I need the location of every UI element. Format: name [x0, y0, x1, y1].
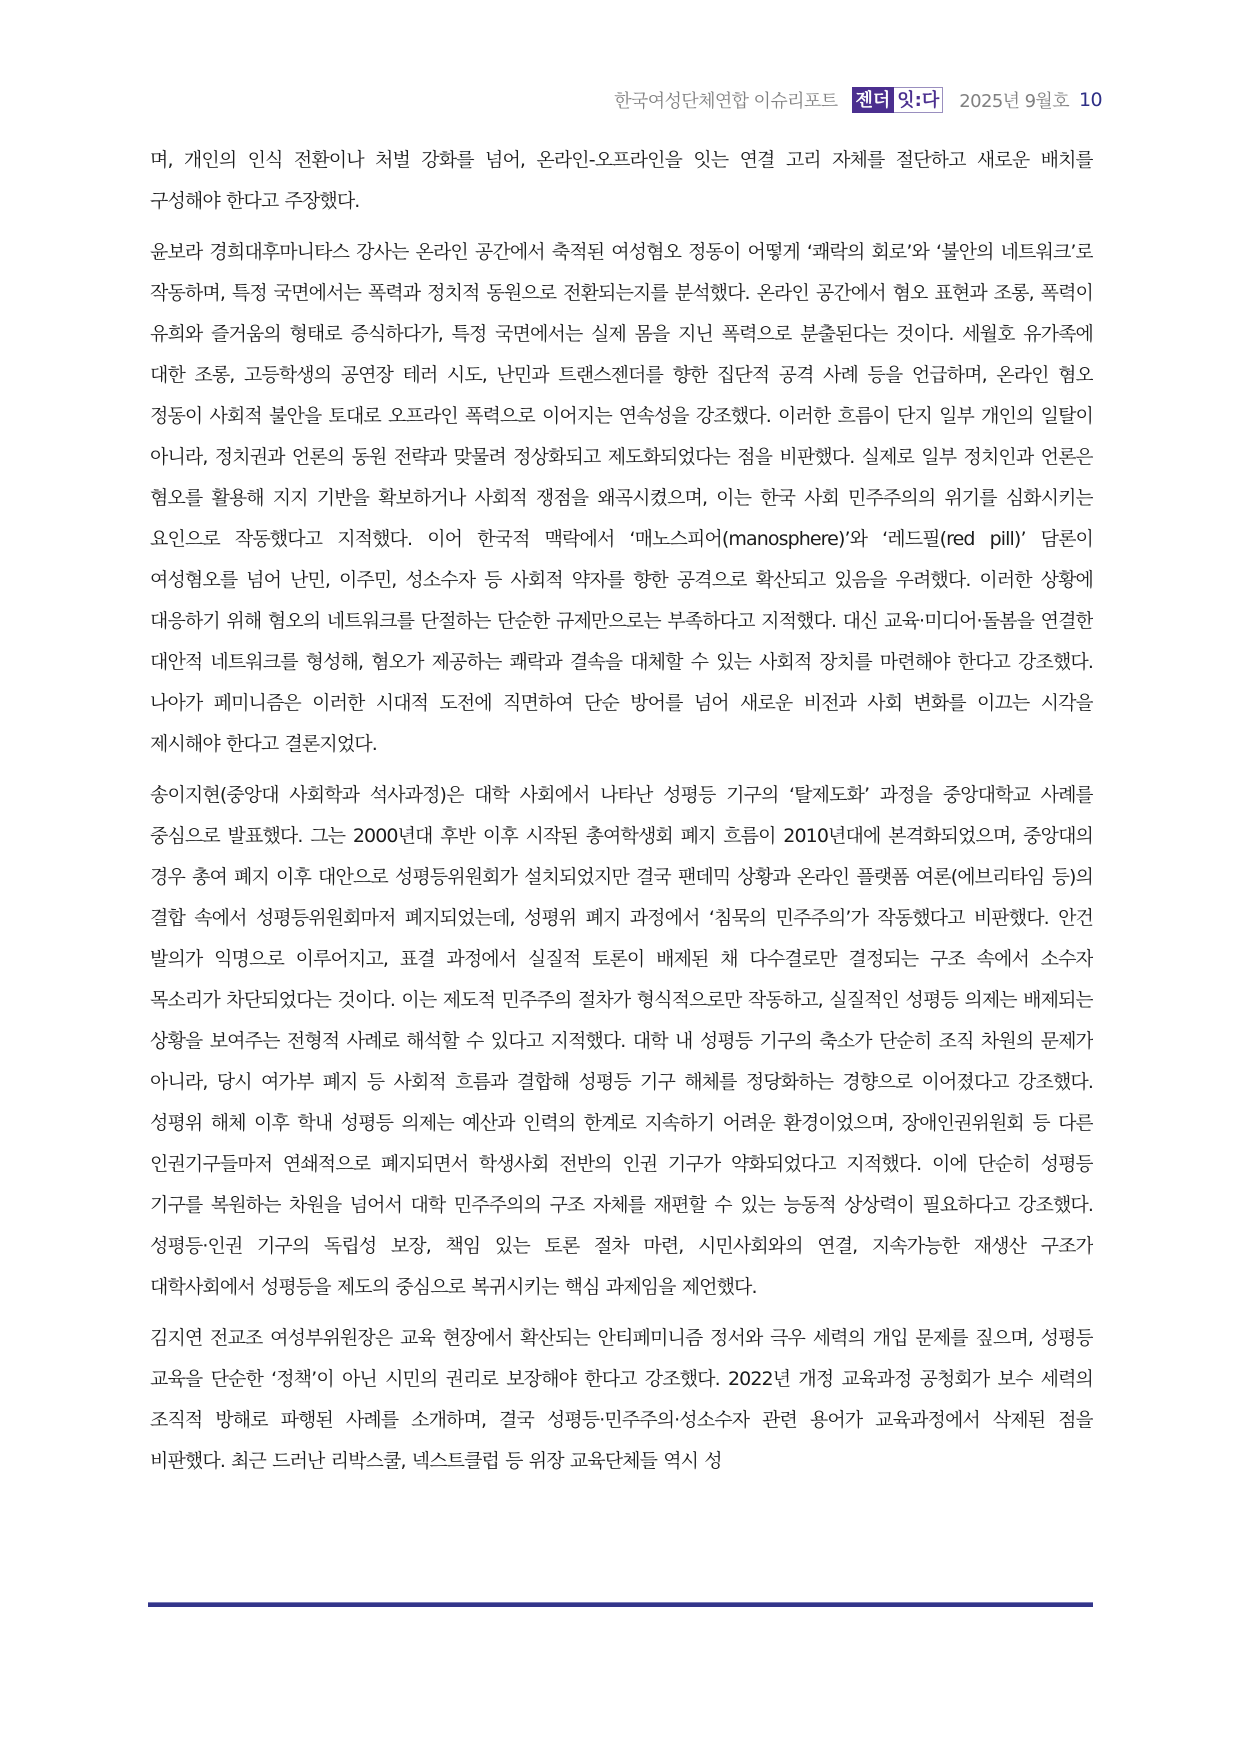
footer-divider	[148, 1602, 1093, 1607]
issue-date: 2025년 9월호	[959, 91, 1070, 112]
paragraph-continuation: 며, 개인의 인식 전환이나 처벌 강화를 넘어, 온라인-오프라인을 잇는 연결 고리 자체를 절단하고 새로운 배치를 구성해야 한다고 주장했다.	[150, 149, 1093, 212]
logo-part-gender: 젠더	[852, 87, 895, 113]
publication-title: 한국여성단체연합 이슈리포트	[614, 91, 838, 112]
article-body	[150, 140, 1093, 1600]
gender-itda-logo	[852, 87, 944, 113]
logo-part-itda: 잇:다	[894, 87, 943, 113]
paragraph-song-ijihyun: 송이지현(중앙대 사회학과 석사과정)은 대학 사회에서 나타난 성평등 기구의 ‘탈제도화’ 과정을 중앙대학교 사례를 중심으로 발표했다. 그는 2000년대 후반 이후 시작된 총여학생회 폐지 흐름이 2010년대에 본격화되었으며, 중앙대의 경우 총여 폐지 이후 대안으로 성평등위원회가 설치되었지만 결국 팬데믹 상황과 온라인 플랫폼 여론(에브리타임 등)의 결합 속에서 성평등위원회마저 폐지되었는데, 성평위 폐지 과정에서 ‘침묵의 민주주의’가 작동했다고 비판했다. 안건 발의가 익명으로 이루어지고, 표결 과정에서 실질적 토론이 배제된 채 다수결로만 결정되는 구조 속에서 소수자 목소리가 차단되었다는 것이다. 이는 제도적 민주주의 절차가 형식적으로만 작동하고, 실질적인 성평등 의제는 배제되는 상황을 보여주는 전형적 사례로 해석할 수 있다고 지적했다. 대학 내 성평등 기구의 축소가 단순히 조직 차원의 문제가 아니라, 당시 여가부 폐지 등 사회적 흐름과 결합해 성평등 기구 해체를 정당화하는 경향으로 이어졌다고 강조했다. 성평위 해체 이후 학내 성평등 의제는 예산과 인력의 한계로 지속하기 어려운 환경이었으며, 장애인권위원회 등 다른 인권기구들마저 연쇄적으로 폐지되면서 학생사회 전반의 인권 기구가 약화되었다고 지적했다. 이에 단순히 성평등 기구를 복원하는 차원을 넘어서 대학 민주주의의 구조 자체를 재편할 수 있는 능동적 상상력이 필요하다고 강조했다. 성평등·인권 기구의 독립성 보장, 책임 있는 토론 절차 마련, 시민사회와의 연결, 지속가능한 재생산 구조가 대학사회에서 성평등을 제도의 중심으로 복귀시키는 핵심 과제임을 제언했다.	[150, 784, 1093, 1298]
paragraph-kim-jiyeon: 김지연 전교조 여성부위원장은 교육 현장에서 확산되는 안티페미니즘 정서와 극우 세력의 개입 문제를 짚으며, 성평등 교육을 단순한 ‘정책’이 아닌 시민의 권리로 보장해야 한다고 강조했다. 2022년 개정 교육과정 공청회가 보수 세력의 조직적 방해로 파행된 사례를 소개하며, 결국 성평등·민주주의·성소수자 관련 용어가 교육과정에서 삭제된 점을 비판했다. 최근 드러난 리박스쿨, 넥스트클럽 등 위장 교육단체들 역시 성	[150, 1327, 1093, 1472]
page-number: 10	[1079, 89, 1102, 111]
paragraph-yoon-bora: 윤보라 경희대후마니타스 강사는 온라인 공간에서 축적된 여성혐오 정동이 어떻게 ‘쾌락의 회로’와 ‘불안의 네트워크’로 작동하며, 특정 국면에서는 폭력과 정치적 동원으로 전환되는지를 분석했다. 온라인 공간에서 혐오 표현과 조롱, 폭력이 유희와 즐거움의 형태로 증식하다가, 특정 국면에서는 실제 몸을 지닌 폭력으로 분출된다는 것이다. 세월호 유가족에 대한 조롱, 고등학생의 공연장 테러 시도, 난민과 트랜스젠더를 향한 집단적 공격 사례 등을 언급하며, 온라인 혐오 정동이 사회적 불안을 토대로 오프라인 폭력으로 이어지는 연속성을 강조했다. 이러한 흐름이 단지 일부 개인의 일탈이 아니라, 정치권과 언론의 동원 전략과 맞물려 정상화되고 제도화되었다는 점을 비판했다. 실제로 일부 정치인과 언론은 혐오를 활용해 지지 기반을 확보하거나 사회적 쟁점을 왜곡시켰으며, 이는 한국 사회 민주주의의 위기를 심화시키는 요인으로 작동했다고 지적했다. 이어 한국적 맥락에서 ‘매노스피어(manosphere)’와 ‘레드필(red pill)’ 담론이 여성혐오를 넘어 난민, 이주민, 성소수자 등 사회적 약자를 향한 공격으로 확산되고 있음을 우려했다. 이러한 상황에 대응하기 위해 혐오의 네트워크를 단절하는 단순한 규제만으로는 부족하다고 지적했다. 대신 교육·미디어·돌봄을 연결한 대안적 네트워크를 형성해, 혐오가 제공하는 쾌락과 결속을 대체할 수 있는 사회적 장치를 마련해야 한다고 강조했다. 나아가 페미니즘은 이러한 시대적 도전에 직면하여 단순 방어를 넘어 새로운 비전과 사회 변화를 이끄는 시각을 제시해야 한다고 결론지었다.	[150, 241, 1093, 755]
page-header	[614, 84, 1102, 116]
